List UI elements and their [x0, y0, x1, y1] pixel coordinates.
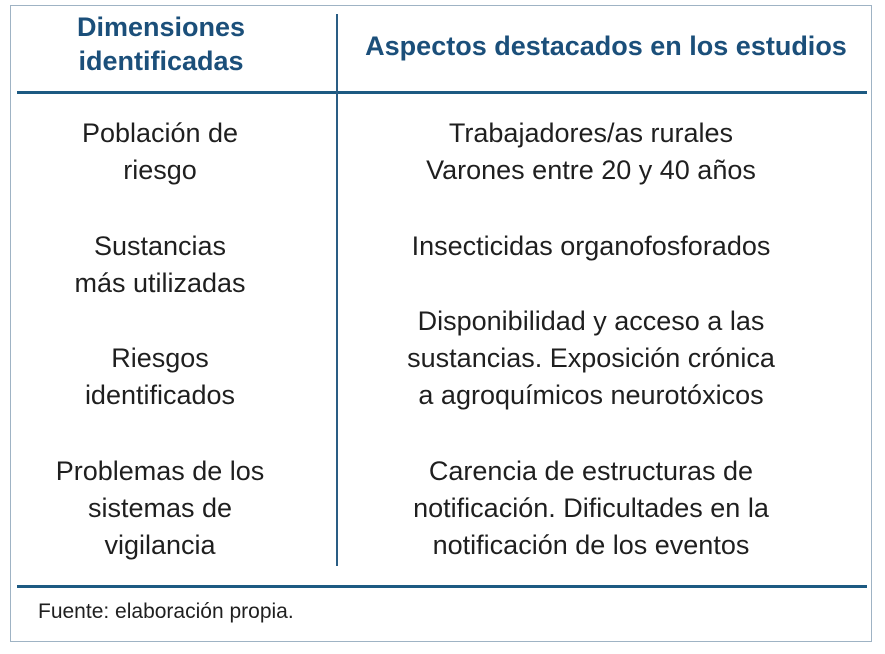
cell-line: Varones entre 20 y 40 años	[426, 155, 756, 185]
row-aspect-riesgos	[346, 303, 836, 414]
header-aspects: Aspectos destacados en los estudios	[365, 31, 847, 61]
row-aspect-sustancias	[346, 228, 836, 265]
cell-line: Riesgos	[111, 343, 209, 373]
cell-line: Insecticidas organofosforados	[411, 231, 771, 261]
header-dimensions	[40, 10, 282, 78]
row-dimension-riesgos	[20, 340, 300, 414]
cell-line: Sustancias	[93, 231, 227, 261]
cell-line: sustancias. Exposición crónica	[407, 343, 775, 373]
cell-line: notificación de los eventos	[432, 530, 750, 560]
cell-line: Población de	[81, 118, 239, 148]
cell-line: riesgo	[123, 155, 197, 185]
cell-line: a agroquímicos neurotóxicos	[418, 380, 764, 410]
source-note: Fuente: elaboración propia.	[38, 600, 294, 623]
cell-line: Trabajadores/as rurales	[448, 118, 734, 148]
cell-line: vigilancia	[104, 530, 216, 560]
cell-line: Disponibilidad y acceso a las	[417, 306, 765, 336]
cell-line: Carencia de estructuras de	[428, 456, 754, 486]
header-dimensions-line: identificadas	[78, 46, 244, 76]
header-dimensions-line: Dimensiones	[76, 12, 246, 42]
footer-divider	[17, 585, 867, 588]
row-dimension-problemas	[20, 453, 300, 564]
cell-line: notificación. Dificultades en la	[413, 493, 769, 523]
row-dimension-poblacion	[20, 115, 300, 189]
cell-line: sistemas de	[87, 493, 233, 523]
cell-line: identificados	[84, 380, 236, 410]
row-aspect-problemas	[346, 453, 836, 564]
cell-line: Problemas de los	[55, 456, 265, 486]
header-divider	[17, 91, 867, 94]
row-aspect-poblacion	[346, 115, 836, 189]
row-dimension-sustancias	[20, 228, 300, 302]
cell-line: más utilizadas	[74, 268, 246, 298]
column-divider	[336, 14, 338, 566]
